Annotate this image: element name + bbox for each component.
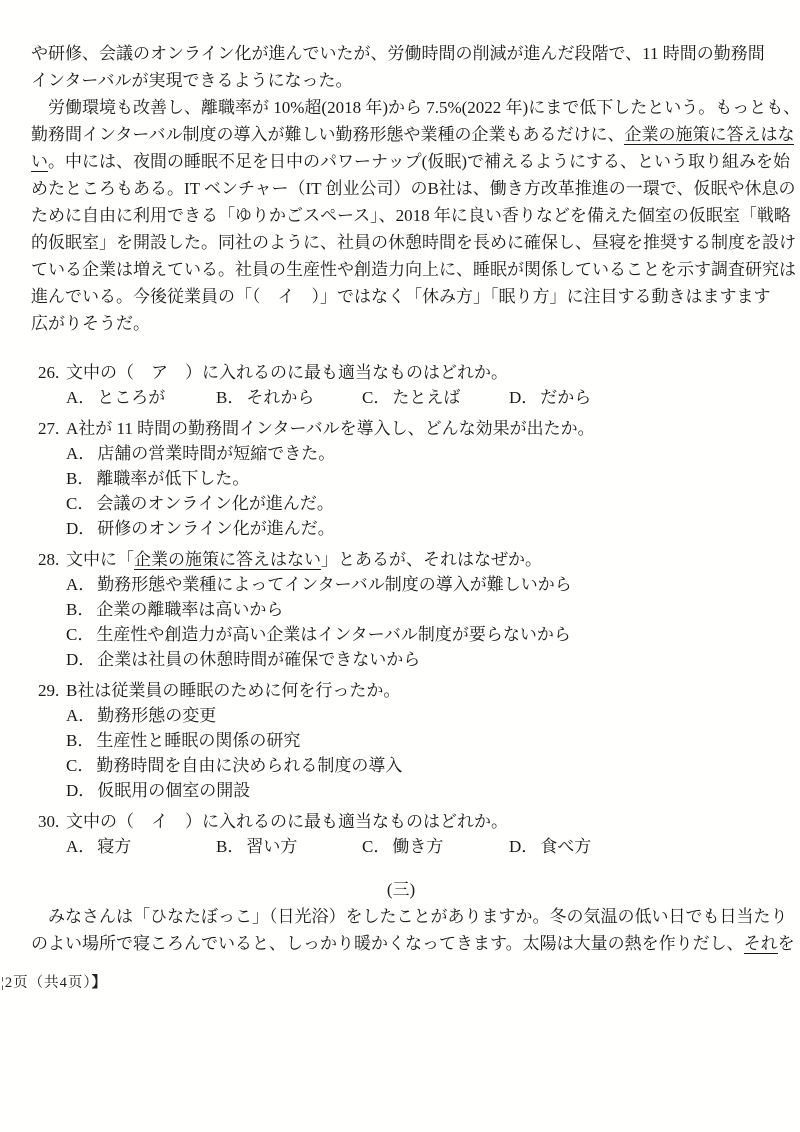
underlined-text: い (31, 152, 48, 171)
option-text: 会議のオンライン化が進んだ。 (96, 494, 334, 513)
passage-line (31, 175, 796, 202)
option-label: D． (66, 519, 96, 538)
passage-line (31, 67, 771, 94)
option-text: 食べ方 (540, 837, 592, 856)
question-26 (38, 360, 770, 410)
option-text: 生産性と睡眠の関係の研究 (96, 731, 301, 750)
question-stem (66, 360, 770, 385)
passage-line (31, 202, 791, 229)
option-label: D． (509, 388, 539, 407)
option-C (66, 491, 770, 516)
question-30 (38, 809, 770, 859)
option-label: C． (66, 494, 95, 513)
option-label: D． (66, 781, 96, 800)
question-number: 27. (38, 419, 60, 438)
option-B (216, 834, 362, 859)
option-A (66, 385, 216, 410)
option-C (362, 385, 509, 410)
text-segment: を (777, 934, 795, 953)
option-C (66, 622, 770, 647)
option-label: A． (66, 575, 96, 594)
option-D (66, 647, 770, 672)
option-label: A． (66, 444, 96, 463)
option-label: D． (66, 650, 96, 669)
option-C (66, 753, 770, 778)
option-D (509, 385, 591, 410)
question-stem (66, 547, 770, 572)
text-segment: 。中には、夜間の睡眠不足を日中のパワーナップ(仮眠)で補えるようにする、という取り組みを始 (48, 152, 790, 171)
option-A (66, 834, 216, 859)
footer-page-number: 2页（共4页） (4, 975, 92, 991)
question-stem (66, 678, 770, 703)
question-number: 26. (38, 363, 60, 382)
option-text: 生産性や創造力が高い企業はインターバル制度が要らないから (96, 625, 571, 644)
text-segment: A社が 11 時間の勤務間インターバルを導入し、どんな効果が出たか。 (66, 419, 595, 438)
question-stem (66, 809, 770, 834)
text-segment: 文中に「 (66, 550, 134, 569)
option-A (66, 441, 770, 466)
option-text: それから (246, 388, 315, 407)
option-A (66, 703, 770, 728)
option-label: D． (509, 837, 539, 856)
question-28 (38, 547, 770, 672)
text-segment: 労働環境も改善し、離職率が 10%超(2018 年)から 7.5%(2022 年)にまで低下したという。もっとも、 (31, 98, 800, 117)
question-list (38, 360, 770, 859)
text-segment: 文中の（ ア ）に入れるのに最も適当なものはどれか。 (66, 363, 508, 382)
option-label: B． (216, 388, 245, 407)
text-segment: めたところもある。IT ベンチャー（IT 创业公司）のB社は、働き方改革推進の一環で、仮眠や休息の (31, 179, 796, 198)
option-text: 研修のオンライン化が進んだ。 (97, 519, 335, 538)
text-segment: みなさんは「ひなたぼっこ」（日光浴）をしたことがありますか。冬の気温の低い日でも日当たり (31, 907, 788, 926)
question-number: 30. (38, 812, 60, 831)
option-text: ところが (97, 388, 166, 407)
passage-line (31, 229, 796, 256)
text-segment: 」とあるが、それはなぜか。 (321, 550, 542, 569)
option-text: 勤務時間を自由に決められる制度の導入 (96, 756, 403, 775)
question-27 (38, 416, 770, 541)
option-D (509, 834, 591, 859)
option-text: 離職率が低下した。 (96, 469, 250, 488)
option-list (66, 441, 770, 541)
option-label: C． (362, 388, 391, 407)
option-D (66, 778, 770, 803)
option-label: C． (362, 837, 391, 856)
option-label: A． (66, 706, 96, 725)
reading-passage-two (31, 40, 800, 337)
option-text: 習い方 (246, 837, 298, 856)
option-label: B． (66, 600, 95, 619)
footer-closing-bracket: 】 (91, 975, 108, 991)
passage-line (31, 40, 771, 67)
option-text: 店舗の営業時間が短縮できた。 (97, 444, 336, 463)
option-B (216, 385, 362, 410)
option-B (66, 466, 770, 491)
text-segment: ために自由に利用できる「ゆりかごスペース」、2018 年に良い香りなどを備えた個室の仮眠室「戦略 (31, 206, 791, 225)
option-text: 企業は社員の休憩時間が確保できないから (97, 650, 421, 669)
question-29 (38, 678, 770, 803)
option-text: 仮眠用の個室の開設 (97, 781, 251, 800)
underlined-text: 企業の施策に答えはな (624, 125, 795, 144)
option-text: たとえば (392, 388, 461, 407)
passage-line (31, 903, 788, 930)
option-A (66, 572, 770, 597)
text-segment: のよい場所で寝ころんでいると、しっかり暖かくなってきます。太陽は大量の熱を作りだし、 (31, 934, 744, 953)
option-label: B． (66, 469, 95, 488)
text-segment: 文中の（ イ ）に入れるのに最も適当なものはどれか。 (66, 812, 508, 831)
passage-line (31, 930, 795, 957)
question-number: 28. (38, 550, 60, 569)
section-three-heading: (三) (386, 880, 416, 899)
option-list (66, 572, 770, 672)
text-segment: インターバルが実現できるようになった。 (31, 71, 353, 90)
option-text: だから (540, 388, 592, 407)
option-B (66, 597, 770, 622)
option-label: B． (216, 837, 245, 856)
passage-line (31, 121, 795, 148)
text-segment: 進んでいる。今後従業員の「（ イ ）」ではなく「休み方」「眠り方」に注目する動きはますます (31, 287, 771, 306)
page-footer (1, 973, 107, 993)
question-stem (66, 416, 770, 441)
text-segment: 勤務間インターバル制度の導入が難しい勤務形態や業種の企業もあるだけに、 (31, 125, 625, 144)
text-segment: 広がりそうだ。 (31, 314, 150, 333)
option-label: C． (66, 756, 95, 775)
option-label: A． (66, 837, 96, 856)
section-three-passage (31, 903, 795, 957)
option-list (66, 834, 770, 859)
passage-line (31, 310, 771, 337)
text-segment: 的仮眠室」を開設した。同社のように、社員の休憩時間を長めに確保し、昼寝を推奨する制度を設け (31, 233, 796, 252)
option-text: 働き方 (392, 837, 444, 856)
option-label: B． (66, 731, 95, 750)
option-text: 勤務形態の変更 (97, 706, 217, 725)
option-list (66, 385, 770, 410)
option-text: 企業の離職率は高いから (96, 600, 284, 619)
passage-line (31, 94, 800, 121)
underlined-text: 企業の施策に答えはない (134, 550, 321, 569)
option-label: A． (66, 388, 96, 407)
passage-line (31, 148, 790, 175)
section-three (31, 876, 795, 957)
passage-line (31, 256, 796, 283)
underlined-text: それ (743, 934, 778, 953)
option-label: C． (66, 625, 95, 644)
option-list (66, 703, 770, 803)
text-segment: ている企業は増えている。社員の生産性や創造力向上に、睡眠が関係していることを示す調査研究は (31, 260, 796, 279)
option-text: 勤務形態や業種によってインターバル制度の導入が難しいから (97, 575, 572, 594)
text-segment: B社は従業員の睡眠のために何を行ったか。 (66, 681, 401, 700)
option-text: 寝方 (97, 837, 132, 856)
option-C (362, 834, 509, 859)
footer-partial-glyph: ¦ (1, 975, 5, 991)
passage-line (31, 283, 771, 310)
option-B (66, 728, 770, 753)
text-segment: や研修、会議のオンライン化が進んでいたが、労働時間の削減が進んだ段階で、11 時間の勤務間 (31, 44, 765, 63)
question-number: 29. (38, 681, 60, 700)
option-D (66, 516, 770, 541)
